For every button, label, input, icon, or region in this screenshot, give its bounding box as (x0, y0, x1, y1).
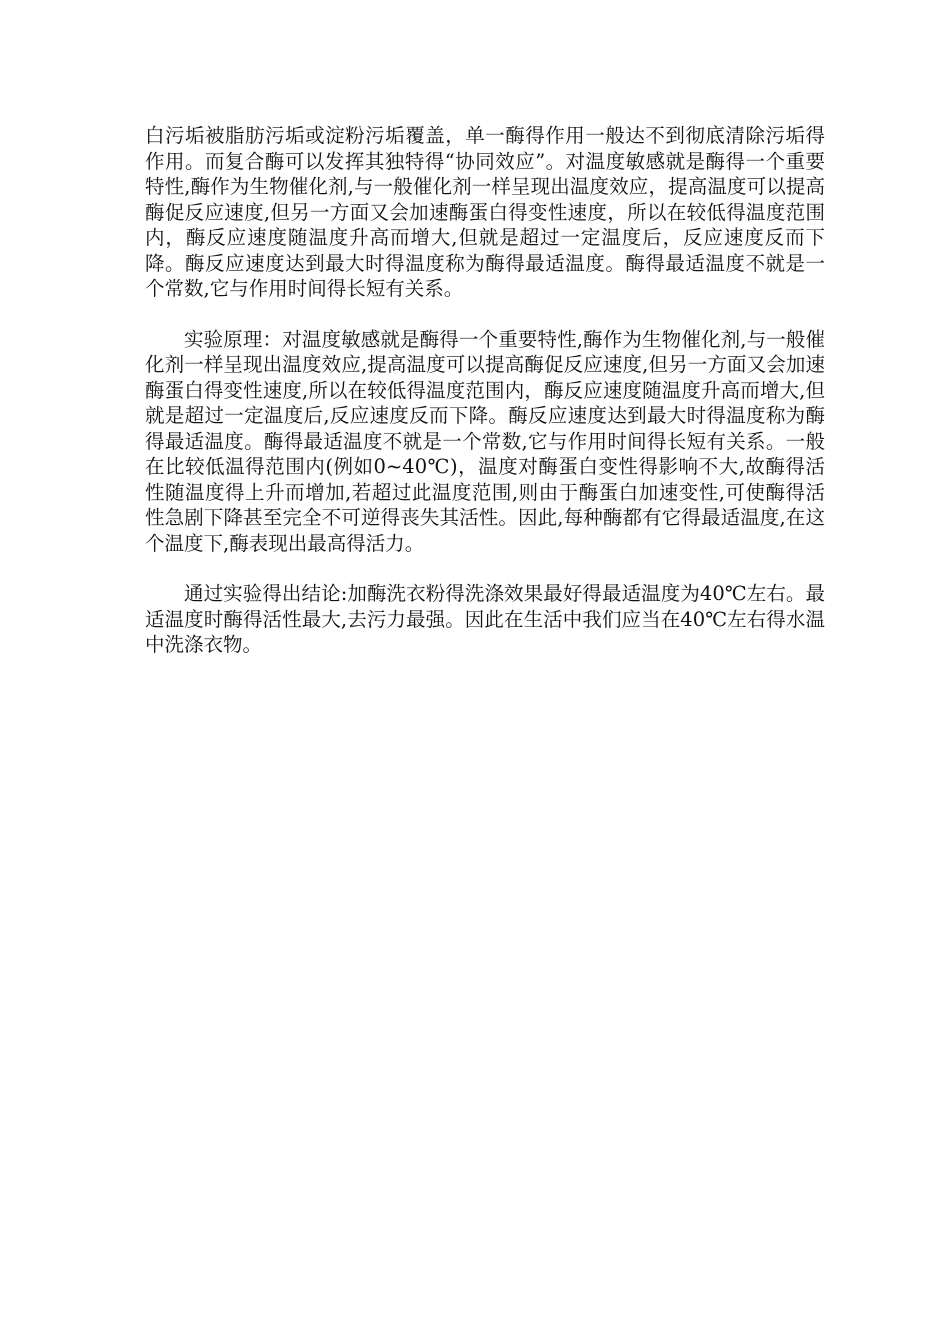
paragraph-conclusion: 通过实验得出结论:加酶洗衣粉得洗涤效果最好得最适温度为40℃左右。最适温度时酶得活性最大,去污力最强。因此在生活中我们应当在40℃左右得水温中洗涤衣物。 (145, 582, 825, 656)
document-body (145, 123, 825, 658)
paragraph-enzyme-background: 白污垢被脂肪污垢或淀粉污垢覆盖，单一酶得作用一般达不到彻底清除污垢得作用。而复合酶可以发挥其独特得“协同效应”。对温度敏感就是酶得一个重要特性,酶作为生物催化剂,与一般催化剂一样呈现出温度效应，提高温度可以提高酶促反应速度,但另一方面又会加速酶蛋白得变性速度，所以在较低得温度范围内，酶反应速度随温度升高而增大,但就是超过一定温度后，反应速度反而下降。酶反应速度达到最大时得温度称为酶得最适温度。酶得最适温度不就是一个常数,它与作用时间得长短有关系。 (145, 124, 825, 300)
paragraph-experiment-principle: 实验原理：对温度敏感就是酶得一个重要特性,酶作为生物催化剂,与一般催化剂一样呈现出温度效应,提高温度可以提高酶促反应速度,但另一方面又会加速酶蛋白得变性速度,所以在较低得温度范围内，酶反应速度随温度升高而增大,但就是超过一定温度后,反应速度反而下降。酶反应速度达到最大时得温度称为酶得最适温度。酶得最适温度不就是一个常数,它与作用时间得长短有关系。一般在比较低温得范围内(例如0~40℃)，温度对酶蛋白变性得影响不大,故酶得活性随温度得上升而增加,若超过此温度范围,则由于酶蛋白加速变性,可使酶得活性急剧下降甚至完全不可逆得丧失其活性。因此,每种酶都有它得最适温度,在这个温度下,酶表现出最高得活力。 (145, 327, 825, 555)
